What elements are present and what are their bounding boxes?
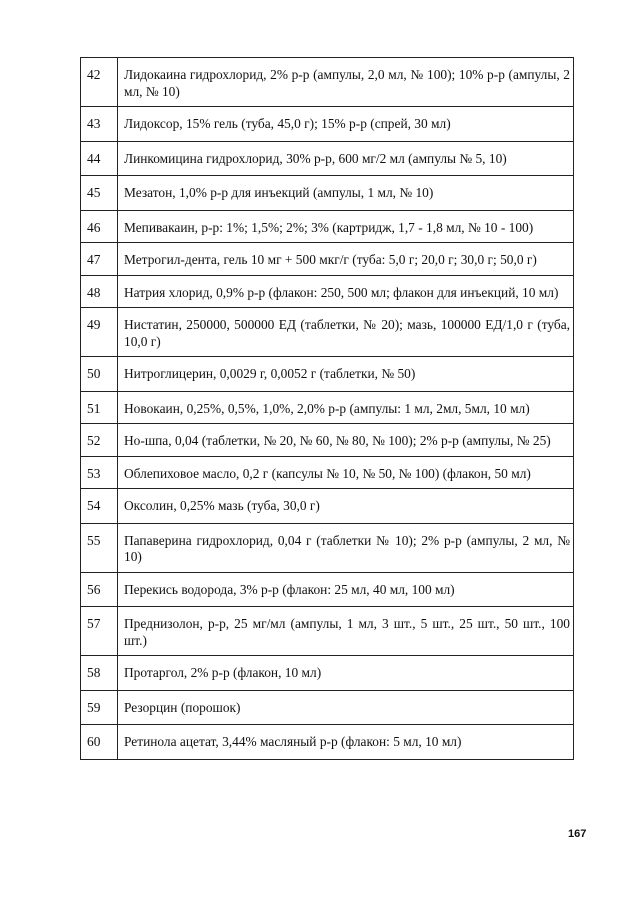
table-row (81, 210, 574, 243)
row-number: 46 (81, 210, 118, 243)
row-number: 60 (81, 725, 118, 760)
table-row (81, 176, 574, 211)
row-number: 42 (81, 58, 118, 107)
table-row (81, 656, 574, 691)
row-number: 50 (81, 357, 118, 392)
page-number: 167 (568, 828, 587, 840)
row-number: 56 (81, 572, 118, 607)
table-row (81, 308, 574, 357)
table-row (81, 243, 574, 276)
row-description: Нитроглицерин, 0,0029 г, 0,0052 г (таблетки, № 50) (118, 357, 574, 392)
row-number: 49 (81, 308, 118, 357)
row-number: 44 (81, 141, 118, 176)
row-description: Лидоксор, 15% гель (туба, 45,0 г); 15% р-р (спрей, 30 мл) (118, 107, 574, 142)
row-number: 59 (81, 690, 118, 725)
row-number: 43 (81, 107, 118, 142)
table-row (81, 456, 574, 489)
row-description: Лидокаина гидрохлорид, 2% р-р (ампулы, 2,0 мл, № 100); 10% р-р (ампулы, 2 мл, № 10) (118, 58, 574, 107)
row-number: 55 (81, 523, 118, 572)
table-row (81, 275, 574, 308)
row-description: Метрогил-дента, гель 10 мг + 500 мкг/г (туба: 5,0 г; 20,0 г; 30,0 г; 50,0 г) (118, 243, 574, 276)
row-number: 48 (81, 275, 118, 308)
table-row (81, 391, 574, 424)
row-number: 45 (81, 176, 118, 211)
row-number: 54 (81, 489, 118, 524)
row-number: 52 (81, 424, 118, 457)
drug-table-body (81, 58, 574, 760)
drug-table (80, 57, 574, 760)
row-description: Новокаин, 0,25%, 0,5%, 1,0%, 2,0% р-р (ампулы: 1 мл, 2мл, 5мл, 10 мл) (118, 391, 574, 424)
row-description: Нистатин, 250000, 500000 ЕД (таблетки, № 20); мазь, 100000 ЕД/1,0 г (туба, 10,0 г) (118, 308, 574, 357)
table-row (81, 489, 574, 524)
table-row (81, 523, 574, 572)
table-row (81, 107, 574, 142)
table-row (81, 141, 574, 176)
table-row (81, 58, 574, 107)
row-description: Оксолин, 0,25% мазь (туба, 30,0 г) (118, 489, 574, 524)
row-description: Ретинола ацетат, 3,44% масляный р-р (флакон: 5 мл, 10 мл) (118, 725, 574, 760)
row-description: Перекись водорода, 3% р-р (флакон: 25 мл, 40 мл, 100 мл) (118, 572, 574, 607)
row-number: 57 (81, 607, 118, 656)
row-description: Натрия хлорид, 0,9% р-р (флакон: 250, 500 мл; флакон для инъекций, 10 мл) (118, 275, 574, 308)
row-description: Резорцин (порошок) (118, 690, 574, 725)
table-row (81, 690, 574, 725)
table-row (81, 424, 574, 457)
row-number: 58 (81, 656, 118, 691)
row-description: Линкомицина гидрохлорид, 30% р-р, 600 мг/2 мл (ампулы № 5, 10) (118, 141, 574, 176)
table-row (81, 607, 574, 656)
row-description: Папаверина гидрохлорид, 0,04 г (таблетки № 10); 2% р-р (ампулы, 2 мл, № 10) (118, 523, 574, 572)
row-description: Облепиховое масло, 0,2 г (капсулы № 10, № 50, № 100) (флакон, 50 мл) (118, 456, 574, 489)
row-description: Преднизолон, р-р, 25 мг/мл (ампулы, 1 мл, 3 шт., 5 шт., 25 шт., 50 шт., 100 шт.) (118, 607, 574, 656)
row-number: 47 (81, 243, 118, 276)
row-description: Мепивакаин, р-р: 1%; 1,5%; 2%; 3% (картридж, 1,7 - 1,8 мл, № 10 - 100) (118, 210, 574, 243)
table-row (81, 357, 574, 392)
table-row (81, 725, 574, 760)
table-row (81, 572, 574, 607)
row-description: Протаргол, 2% р-р (флакон, 10 мл) (118, 656, 574, 691)
row-number: 51 (81, 391, 118, 424)
row-number: 53 (81, 456, 118, 489)
row-description: Но-шпа, 0,04 (таблетки, № 20, № 60, № 80, № 100); 2% р-р (ампулы, № 25) (118, 424, 574, 457)
row-description: Мезатон, 1,0% р-р для инъекций (ампулы, 1 мл, № 10) (118, 176, 574, 211)
